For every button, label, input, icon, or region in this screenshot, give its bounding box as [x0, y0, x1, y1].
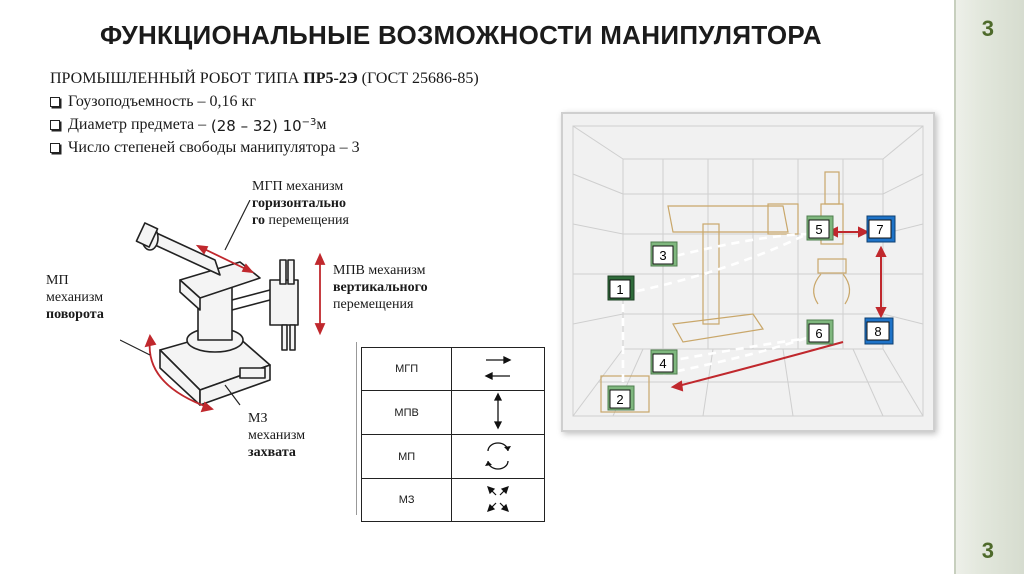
subtitle-suffix: (ГОСТ 25686-85): [357, 70, 479, 87]
legend-name: МП: [362, 435, 452, 479]
svg-text:5: 5: [815, 222, 823, 237]
label-mpv: МПВ механизм вертикального перемещения: [333, 263, 428, 312]
spec-item-capacity: Гоузоподъемность – 0,16 кг: [50, 91, 360, 112]
bar-edge: [954, 0, 956, 574]
legend-row: [362, 391, 545, 435]
right-decorative-bar: [954, 0, 1024, 574]
legend-name: МПВ: [362, 391, 452, 435]
subtitle-model: ПР5-2Э: [303, 70, 358, 87]
subtitle-prefix: ПРОМЫШЛЕННЫЙ РОБОТ ТИПА: [50, 70, 304, 87]
cube-8: [865, 318, 893, 344]
label-mgp: МГП механизм горизонтально го перемещения: [252, 179, 349, 228]
vertical-arrows-icon: [452, 391, 545, 435]
svg-text:4: 4: [659, 356, 667, 371]
cube-4: [651, 350, 677, 374]
spec-item-dof: Число степеней свободы манипулятора – 3: [50, 137, 360, 158]
cube-6: [807, 320, 833, 344]
cube-1: [608, 276, 634, 300]
svg-text:7: 7: [876, 222, 884, 237]
checkbox-bullet-icon: [50, 97, 60, 107]
cube-5: [807, 216, 833, 240]
diameter-formula: (28 – 32) $10^{-3}$: [210, 117, 317, 135]
rotation-arrows-icon: [452, 435, 545, 479]
cube-2: [608, 386, 634, 410]
svg-text:3: 3: [659, 248, 667, 263]
checkbox-bullet-icon: [50, 120, 60, 130]
slide-title: ФУНКЦИОНАЛЬНЫЕ ВОЗМОЖНОСТИ МАНИПУЛЯТОРА: [100, 20, 822, 50]
gripper-arrows-icon: [452, 479, 545, 522]
svg-text:2: 2: [616, 392, 624, 407]
legend-name: МГП: [362, 348, 452, 391]
page-number-bottom: 3: [981, 538, 994, 563]
legend-table: [361, 347, 545, 522]
spec-item-diameter: Диаметр предмета – (28 – 32) $10^{-3}$ м: [50, 112, 360, 137]
cube-3: [651, 242, 677, 266]
svg-text:1: 1: [616, 282, 624, 297]
horizontal-arrows-icon: [452, 348, 545, 391]
label-mp: МП механизм поворота: [46, 273, 104, 322]
spec-list: [50, 91, 360, 158]
legend-row: [362, 435, 545, 479]
legend-row: [362, 479, 545, 522]
legend-name: МЗ: [362, 479, 452, 522]
cube-7: [867, 216, 895, 242]
simulation-scene: [561, 112, 935, 432]
svg-text:6: 6: [815, 326, 823, 341]
subtitle: [50, 70, 479, 88]
checkbox-bullet-icon: [50, 143, 60, 153]
svg-text:8: 8: [874, 324, 882, 339]
page-number-top: 3: [981, 16, 994, 41]
legend-row: [362, 348, 545, 391]
label-mz: МЗ механизм захвата: [248, 411, 306, 460]
scene-render: [563, 114, 933, 430]
robot-drawing: [120, 200, 350, 420]
